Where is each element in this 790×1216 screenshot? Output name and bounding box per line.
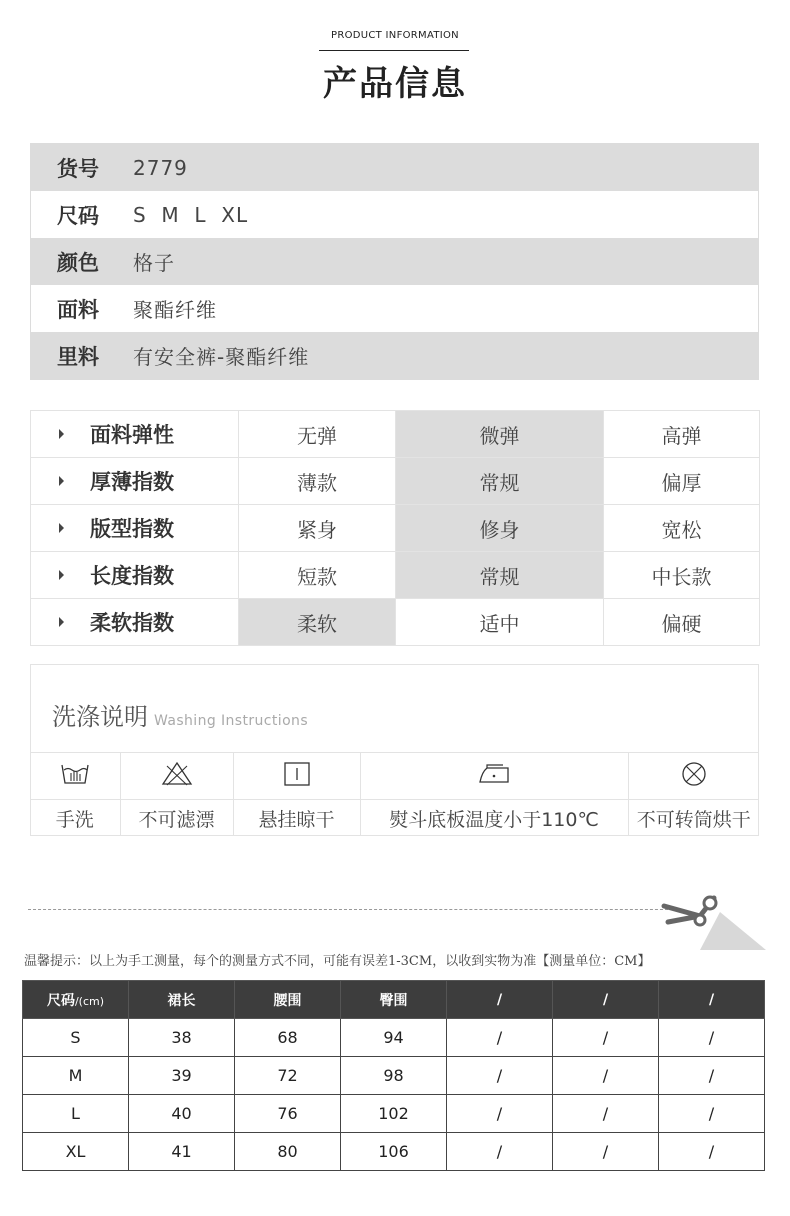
size-header-row <box>23 981 765 1019</box>
wash-label: 悬挂晾干 <box>233 800 360 837</box>
index-label: 长度指数 <box>90 564 174 588</box>
size-header-cell: 裙长 <box>129 981 235 1019</box>
wash-label: 不可转筒烘干 <box>628 800 759 837</box>
no-bleach-icon <box>161 761 193 787</box>
caret-right-icon <box>59 617 64 627</box>
index-option: 短款 <box>239 552 396 599</box>
info-value: 有安全裤-聚酯纤维 <box>133 345 310 369</box>
size-cell: / <box>659 1057 765 1095</box>
info-label: 里料 <box>57 344 99 369</box>
index-option: 紧身 <box>239 505 396 552</box>
index-label: 厚薄指数 <box>90 470 174 494</box>
header-title: 产品信息 <box>323 64 467 104</box>
index-table <box>30 410 760 646</box>
index-option: 高弹 <box>604 411 760 458</box>
table-row <box>23 1019 765 1057</box>
index-option-selected: 常规 <box>396 458 604 505</box>
size-cell: M <box>23 1057 129 1095</box>
size-header-cell: / <box>553 981 659 1019</box>
size-cell: 80 <box>235 1133 341 1171</box>
info-label: 面料 <box>57 297 99 322</box>
size-chart <box>22 980 765 1171</box>
table-row <box>23 1133 765 1171</box>
info-value: S M L XL <box>133 202 249 227</box>
info-label: 尺码 <box>57 203 99 228</box>
washing-title <box>52 697 308 732</box>
info-label: 货号 <box>57 156 99 181</box>
caret-right-icon <box>59 570 64 580</box>
hang-dry-icon <box>283 761 311 787</box>
index-label: 面料弹性 <box>90 423 174 447</box>
info-row-color <box>31 238 758 285</box>
size-header-cell: / <box>447 981 553 1019</box>
index-option: 偏硬 <box>604 599 760 646</box>
index-option-selected: 柔软 <box>239 599 396 646</box>
info-row-size <box>31 191 758 238</box>
no-tumble-dry-icon <box>679 760 709 788</box>
index-label: 柔软指数 <box>90 611 174 635</box>
measurement-note: 温馨提示：以上为手工测量，每个的测量方式不同，可能有误差1-3CM，以收到实物为准【测量单位：CM】 <box>24 954 651 969</box>
info-value: 聚酯纤维 <box>133 298 217 322</box>
product-info-table <box>30 143 759 380</box>
size-cell: 98 <box>341 1057 447 1095</box>
index-row <box>31 458 760 505</box>
size-cell: 94 <box>341 1019 447 1057</box>
size-cell: / <box>553 1133 659 1171</box>
size-cell: / <box>447 1095 553 1133</box>
size-cell: 38 <box>129 1019 235 1057</box>
info-value: 格子 <box>133 251 175 275</box>
size-cell: / <box>553 1095 659 1133</box>
size-cell: / <box>659 1095 765 1133</box>
size-cell: L <box>23 1095 129 1133</box>
index-row <box>31 599 760 646</box>
info-value: 2779 <box>133 155 188 180</box>
index-option-selected: 修身 <box>396 505 604 552</box>
info-row-lining <box>31 332 758 379</box>
index-option-selected: 微弹 <box>396 411 604 458</box>
size-cell: / <box>659 1133 765 1171</box>
washing-subtitle: Washing Instructions <box>154 713 309 729</box>
size-cell: / <box>447 1019 553 1057</box>
index-option: 无弹 <box>239 411 396 458</box>
header-divider <box>319 50 469 51</box>
size-cell: / <box>659 1019 765 1057</box>
info-label: 颜色 <box>57 250 99 275</box>
caret-right-icon <box>59 523 64 533</box>
size-cell: / <box>553 1019 659 1057</box>
size-cell: 40 <box>129 1095 235 1133</box>
index-option: 薄款 <box>239 458 396 505</box>
size-cell: 41 <box>129 1133 235 1171</box>
caret-right-icon <box>59 429 64 439</box>
size-cell: 106 <box>341 1133 447 1171</box>
size-cell: 68 <box>235 1019 341 1057</box>
index-row <box>31 552 760 599</box>
hand-wash-icon <box>60 761 90 787</box>
index-row <box>31 411 760 458</box>
size-cell: / <box>553 1057 659 1095</box>
header-english-title: PRODUCT INFORMATION <box>331 30 459 41</box>
index-option: 宽松 <box>604 505 760 552</box>
info-row-fabric <box>31 285 758 332</box>
washing-instructions <box>30 664 759 836</box>
size-header-cell: 腰围 <box>235 981 341 1019</box>
scissors-icon <box>660 892 770 952</box>
info-row-item-number <box>31 144 758 191</box>
size-cell: 39 <box>129 1057 235 1095</box>
size-cell: S <box>23 1019 129 1057</box>
size-header-cell: / <box>659 981 765 1019</box>
wash-label: 熨斗底板温度小于110℃ <box>360 800 628 837</box>
wash-label: 不可滤漂 <box>120 800 233 837</box>
size-cell: 76 <box>235 1095 341 1133</box>
washing-grid <box>30 752 759 836</box>
size-header-unit: /(cm) <box>74 994 105 1008</box>
table-row <box>23 1057 765 1095</box>
size-cell: / <box>447 1133 553 1171</box>
index-label: 版型指数 <box>90 517 174 541</box>
size-header-cell: 尺码 <box>46 992 75 1009</box>
index-option: 适中 <box>396 599 604 646</box>
size-header-cell: 臀围 <box>341 981 447 1019</box>
caret-right-icon <box>59 476 64 486</box>
size-cell: 102 <box>341 1095 447 1133</box>
cut-line <box>28 909 678 910</box>
index-option: 偏厚 <box>604 458 760 505</box>
index-option-selected: 常规 <box>396 552 604 599</box>
index-row <box>31 505 760 552</box>
table-row <box>23 1095 765 1133</box>
size-cell: / <box>447 1057 553 1095</box>
size-cell: 72 <box>235 1057 341 1095</box>
index-option: 中长款 <box>604 552 760 599</box>
size-cell: XL <box>23 1133 129 1171</box>
iron-icon <box>477 762 511 786</box>
washing-title-cn: 洗涤说明 <box>52 703 148 731</box>
wash-label: 手洗 <box>30 800 120 837</box>
